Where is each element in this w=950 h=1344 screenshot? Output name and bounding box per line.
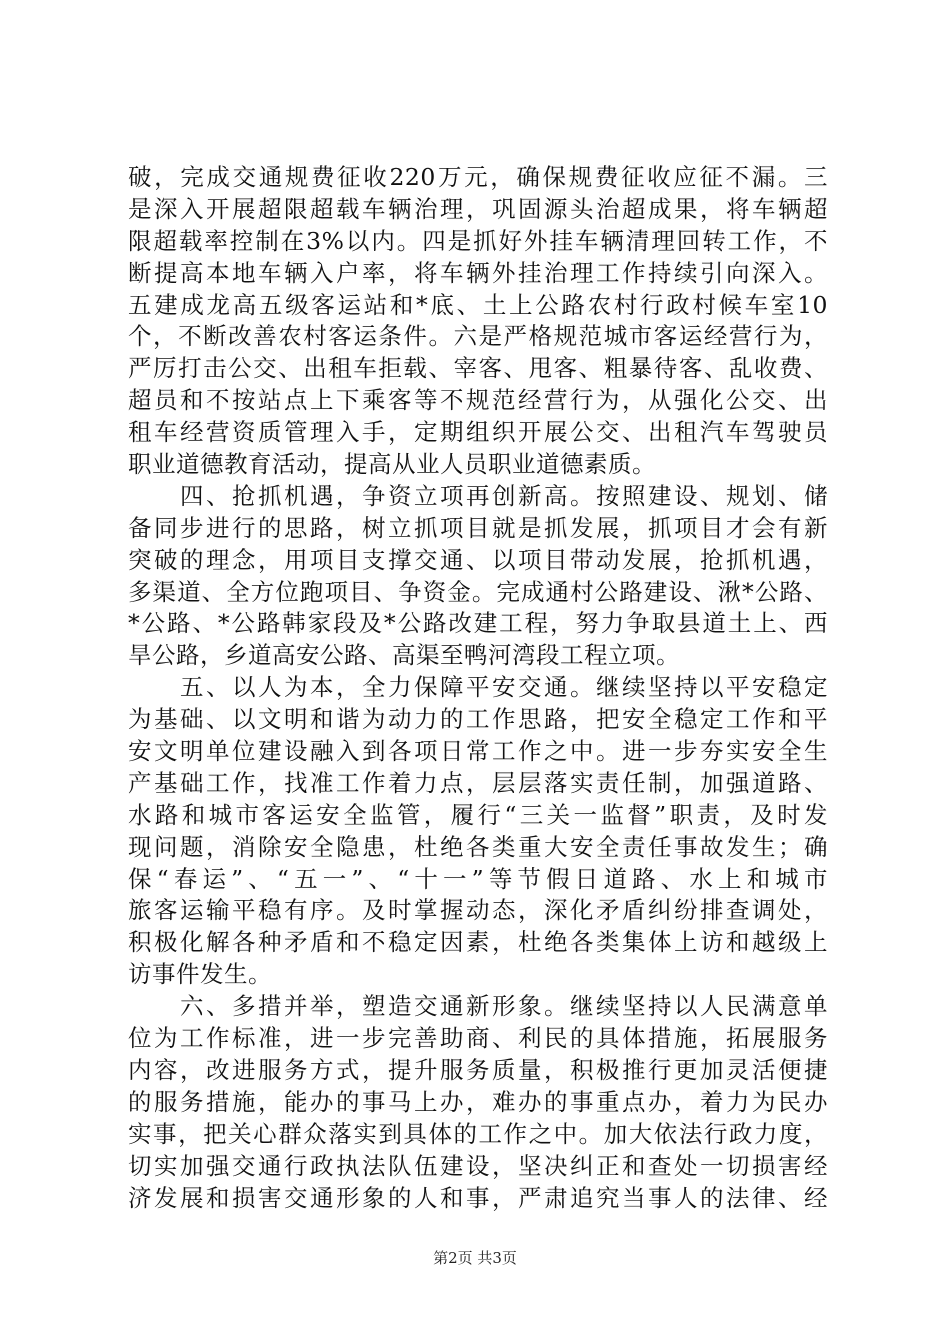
text-line: 保“春运”、“五一”、“十一”等节假日道路、水上和城市 (128, 864, 828, 893)
text-line: 积极化解各种矛盾和不稳定因素，杜绝各类集体上访和越级上 (128, 928, 828, 957)
text-line: 切实加强交通行政执法队伍建设，坚决纠正和查处一切损害经 (128, 1151, 828, 1180)
text-line: 安文明单位建设融入到各项日常工作之中。进一步夯实安全生 (128, 737, 828, 766)
text-line: 四、抢抓机遇，争资立项再创新高。按照建设、规划、储 (128, 481, 828, 510)
text-line: 访事件发生。 (128, 960, 272, 989)
text-line: 职业道德教育活动，提高从业人员职业道德素质。 (128, 450, 656, 479)
text-line: 破，完成交通规费征收220万元，确保规费征收应征不漏。三 (128, 163, 828, 191)
text-line: 为基础、以文明和谐为动力的工作思路，把安全稳定工作和平 (128, 705, 828, 734)
text-line: 产基础工作，找准工作着力点，层层落实责任制，加强道路、 (128, 768, 828, 797)
text-line: 租车经营资质管理入手，定期组织开展公交、出租汽车驾驶员 (128, 418, 828, 447)
text-line: 旱公路，乡道高安公路、高渠至鸭河湾段工程立项。 (128, 641, 680, 670)
text-line: 多渠道、全方位跑项目、争资金。完成通村公路建设、湫*公路、 (128, 577, 828, 606)
text-line: *公路、*公路韩家段及*公路改建工程，努力争取县道土上、西 (128, 609, 828, 638)
text-line: 位为工作标准，进一步完善助商、利民的具体措施，拓展服务 (128, 1024, 828, 1053)
text-line: 实事，把关心群众落实到具体的工作之中。加大依法行政力度， (128, 1119, 828, 1148)
text-line: 济发展和损害交通形象的人和事，严肃追究当事人的法律、经 (128, 1183, 828, 1212)
text-line: 五、以人为本，全力保障平安交通。继续坚持以平安稳定 (128, 673, 828, 702)
text-line: 的服务措施，能办的事马上办，难办的事重点办，着力为民办 (128, 1087, 828, 1116)
document-body (128, 162, 828, 1214)
text-line: 五建成龙高五级客运站和*底、土上公路农村行政村候车室10 (128, 290, 828, 319)
text-line: 严厉打击公交、出租车拒载、宰客、甩客、粗暴待客、乱收费、 (128, 354, 828, 383)
text-line: 个，不断改善农村客运条件。六是严格规范城市客运经营行为， (128, 322, 828, 351)
text-line: 是深入开展超限超载车辆治理，巩固源头治超成果，将车辆超 (128, 194, 828, 223)
text-line: 内容，改进服务方式，提升服务质量，积极推行更加灵活便捷 (128, 1055, 828, 1084)
text-line: 水路和城市客运安全监管，履行“三关一监督”职责，及时发 (128, 800, 828, 829)
text-line: 现问题，消除安全隐患，杜绝各类重大安全责任事故发生；确 (128, 832, 828, 861)
text-line: 限超载率控制在3%以内。四是抓好外挂车辆清理回转工作，不 (128, 226, 828, 255)
text-line: 断提高本地车辆入户率，将车辆外挂治理工作持续引向深入。 (128, 258, 828, 287)
text-line: 备同步进行的思路，树立抓项目就是抓发展，抓项目才会有新 (128, 513, 828, 542)
text-line: 突破的理念，用项目支撑交通、以项目带动发展，抢抓机遇， (128, 545, 828, 574)
text-line: 六、多措并举，塑造交通新形象。继续坚持以人民满意单 (128, 992, 828, 1021)
text-line: 旅客运输平稳有序。及时掌握动态，深化矛盾纠纷排查调处， (128, 896, 828, 925)
page-footer: 第2页 共3页 (433, 1249, 517, 1267)
text-line: 超员和不按站点上下乘客等不规范经营行为，从强化公交、出 (128, 386, 828, 415)
